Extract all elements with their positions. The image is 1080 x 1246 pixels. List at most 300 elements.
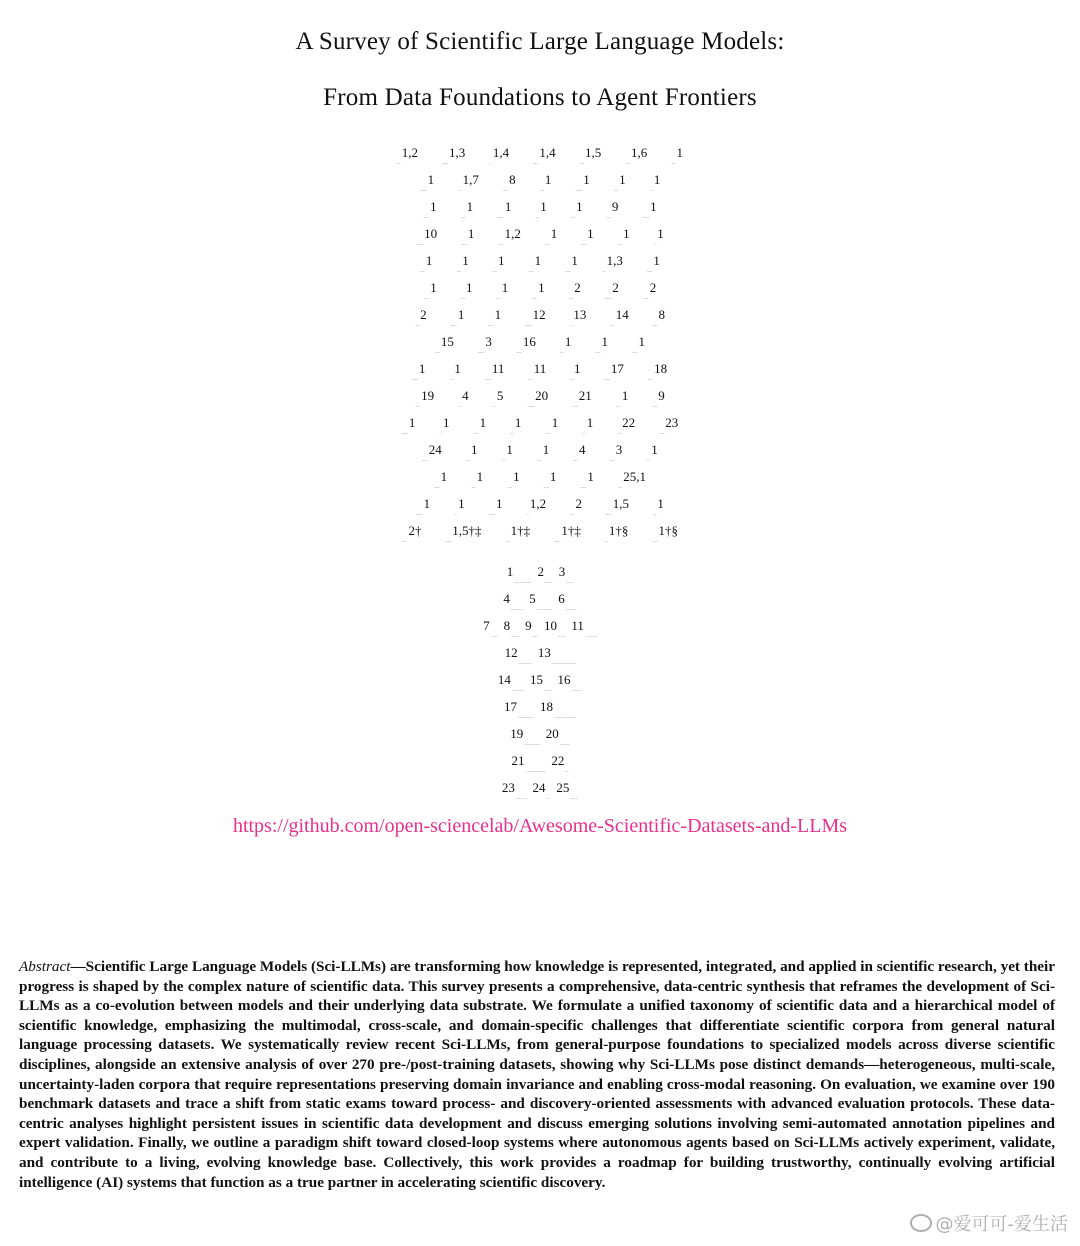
author-name: Conghui He bbox=[536, 461, 542, 462]
author-name: Jin Ye bbox=[526, 515, 529, 516]
author-name: Shiyan Su bbox=[415, 326, 420, 327]
author-name: Chi Zhang bbox=[465, 461, 471, 462]
author-affiliation-mark: 1†§ bbox=[608, 523, 629, 538]
author bbox=[606, 199, 619, 232]
author-affiliation-mark: 1 bbox=[534, 253, 542, 268]
affiliation bbox=[511, 753, 546, 773]
affiliation-list bbox=[0, 564, 1080, 813]
author-affiliation-mark: 1 bbox=[551, 415, 559, 430]
author-name: Zongyuan Ge bbox=[401, 542, 408, 543]
author-affiliation-mark: 22 bbox=[622, 415, 636, 430]
author-name: Hongxia Hao bbox=[545, 434, 551, 435]
author-name: Jiashi Lin bbox=[535, 218, 540, 219]
author-affiliation-mark: 2† bbox=[408, 523, 422, 538]
author-name: Lijun Wu bbox=[501, 461, 506, 462]
author-name: Fenghua Ling bbox=[434, 488, 440, 489]
author-name: Zhongxing Xu bbox=[642, 299, 649, 300]
author-name: Jianfei Cai bbox=[570, 515, 575, 516]
author-affiliation-mark: 1 bbox=[587, 469, 594, 484]
author-affiliation-mark: 1 bbox=[550, 226, 558, 241]
author-affiliation-mark: 21 bbox=[578, 388, 592, 403]
affiliation-name: North University of China bbox=[515, 799, 527, 800]
author-name: Yihao Liu bbox=[646, 461, 651, 462]
author-affiliation-mark: 1 bbox=[571, 253, 578, 268]
author-affiliation-mark: 1 bbox=[471, 442, 478, 457]
author-name: Yuanyuan Zhang bbox=[416, 245, 424, 246]
author bbox=[401, 523, 422, 556]
author-name: Lulu Chen bbox=[606, 218, 611, 219]
author-name: Yingzhou Lu bbox=[502, 191, 509, 192]
paper-title bbox=[0, 14, 1080, 126]
affiliation bbox=[529, 672, 552, 692]
author-name: Yun Gu bbox=[458, 407, 462, 408]
author-name: Jianyu Wu bbox=[496, 299, 501, 300]
author bbox=[559, 334, 572, 367]
author-affiliation-mark: 23 bbox=[665, 415, 679, 430]
affiliation-name: Virginia Tech bbox=[532, 637, 539, 638]
author-name: Jielan Li bbox=[582, 434, 586, 435]
author-affiliation-mark: 1†‡ bbox=[510, 523, 531, 538]
affiliation-name: The Chinese University of Hong Kong, Shenzhen bbox=[525, 772, 546, 773]
author-name: Ziyan Huang bbox=[565, 272, 571, 273]
watermark bbox=[908, 1210, 1071, 1236]
affiliation bbox=[525, 618, 539, 638]
abstract-text: —Scientific Large Language Models (Sci-LLMs) are transforming how knowledge is represented, integrated, and applied in scientific research, yet their progress is shaped by the complex nature of scientific data. This survey presents a comprehensive, data-centric synthesis that reframes the development of Sci-LLMs as a co-evolution between models and their underlying data substrate. We formulate a unified taxonomy of scientific data and a hierarchical model of scientific knowledge, emphasizing the multimodal, cross-scale, and domain-specific challenges that differentiate scientific corpora from general natural language processing datasets. We systematically review recent Sci-LLMs, from general-purpose foundations to specialized models across diverse scientific disciplines, alongside an extensive analysis of over 270 pre-/post-training datasets, showing why Sci-LLMs pose distinct demands—heterogeneous, multi-scale, uncertainty-laden corpora that require representations preserving domain invariance and enabling cross-modal reasoning. On evaluation, we examine over 190 benchmark datasets and trace a shift from static exams toward process- and discovery-oriented assessments with advanced evaluation protocols. These data-centric analyses highlight persistent issues in scientific data development and discuss emerging solutions involving semi-automated annotation pipelines and expert validation. Finally, we outline a paradigm shift toward closed-loop systems where autonomous agents based on Sci-LLMs actively experiment, validate, and contribute to a living, evolving knowledge base. Collectively, this work provides a roadmap for building trustworthy, continually evolving artificial intelligence (AI) systems that function as a true partner in accelerating scientific discovery. bbox=[19, 958, 1055, 1191]
author-affiliation-mark: 19 bbox=[421, 388, 435, 403]
author-name: Xiaomeng Li bbox=[647, 380, 654, 381]
author bbox=[477, 334, 492, 367]
author-name: Jie Ying bbox=[649, 191, 653, 192]
affiliation-name: Fudan University bbox=[566, 583, 574, 584]
affiliation-number: 10 bbox=[544, 618, 558, 633]
author-name: Fengxiang Wang bbox=[642, 218, 650, 219]
author-name: Yuanfeng Ji bbox=[652, 326, 658, 327]
affiliation-name: Monash University bbox=[545, 583, 553, 584]
author bbox=[505, 523, 531, 556]
affiliation-number: 12 bbox=[504, 645, 518, 660]
author-affiliation-mark: 18 bbox=[654, 361, 668, 376]
author-affiliation-mark: 1,2 bbox=[401, 145, 418, 160]
author-name: Qihao Zheng bbox=[543, 488, 549, 489]
author-name: Bowen Zhou bbox=[652, 542, 658, 543]
author bbox=[465, 442, 478, 475]
author-name: Chaoyang Zhang bbox=[575, 191, 583, 192]
author bbox=[527, 388, 549, 421]
affiliation-name: Purdue University bbox=[558, 637, 566, 638]
author-name: Junzhi Ning bbox=[581, 245, 587, 246]
author bbox=[415, 307, 427, 340]
affiliation-name: The University of Hong Kong bbox=[584, 637, 597, 638]
author-affiliation-mark: 1 bbox=[442, 415, 450, 430]
author bbox=[569, 307, 587, 340]
affiliation-name: Chinese Academy of Sciences bbox=[511, 691, 524, 692]
affiliation-number: 14 bbox=[497, 672, 511, 687]
author-name: Changkai Ji bbox=[420, 272, 425, 273]
author-line bbox=[0, 307, 1080, 340]
author bbox=[609, 442, 623, 475]
author-affiliation-mark: 1 bbox=[497, 253, 505, 268]
author-name: Nanqing Dong bbox=[580, 488, 587, 489]
author-name: Hongming Shan bbox=[477, 353, 485, 354]
author bbox=[415, 388, 435, 421]
author-affiliation-mark: 1 bbox=[466, 199, 474, 214]
author-affiliation-mark: 8 bbox=[509, 172, 516, 187]
affiliation-line bbox=[0, 699, 1080, 732]
author-name: Yuchen Ren bbox=[532, 299, 538, 300]
author-name: Dongzhan Zhou bbox=[416, 515, 423, 516]
affiliation-line bbox=[0, 564, 1080, 597]
author bbox=[652, 523, 679, 556]
affiliation-number: 2 bbox=[537, 564, 545, 579]
author-affiliation-mark: 1 bbox=[408, 415, 416, 430]
author-name: Benyou Wang bbox=[572, 407, 578, 408]
author-name: Encheng Su bbox=[544, 245, 550, 246]
repo-link[interactable]: https://github.com/open-sciencelab/Awesome-Scientific-Datasets-and-LLMs bbox=[232, 815, 848, 837]
author-name: Tianbin Li bbox=[671, 164, 676, 165]
author-name: Feilong Tang bbox=[498, 245, 504, 246]
title-line-1: A Survey of Scientific Large Language Models: bbox=[295, 28, 785, 55]
author-affiliation-mark: 2 bbox=[574, 280, 581, 295]
author-affiliation-mark: 1,2 bbox=[504, 226, 521, 241]
author-affiliation-mark: 1 bbox=[619, 172, 626, 187]
author-affiliation-mark: 1,4 bbox=[539, 145, 556, 160]
author-name: Chunfeng Song bbox=[554, 542, 561, 543]
affiliation bbox=[558, 564, 574, 584]
author bbox=[488, 496, 503, 529]
author-affiliation-mark: 1,5†‡ bbox=[452, 523, 482, 538]
author-affiliation-mark: 1,6 bbox=[630, 145, 648, 160]
affiliation-name: UNC-Chapel Hill bbox=[490, 637, 498, 638]
author-affiliation-mark: 1†§ bbox=[658, 523, 679, 538]
author-line bbox=[0, 442, 1080, 475]
author-affiliation-mark: 1 bbox=[430, 280, 437, 295]
author-line bbox=[0, 199, 1080, 232]
affiliation-number: 23 bbox=[501, 780, 515, 795]
affiliation bbox=[529, 591, 553, 611]
affiliation-name: South China University of Technology bbox=[524, 745, 540, 746]
author-name: Jie Xu bbox=[439, 434, 442, 435]
author bbox=[610, 307, 629, 340]
author-affiliation-mark: 1 bbox=[583, 172, 590, 187]
affiliation bbox=[504, 699, 534, 719]
author-name: Wenlong Zhang bbox=[488, 515, 495, 516]
author-line bbox=[0, 388, 1080, 421]
author-name: Lihao Liu bbox=[449, 380, 454, 381]
affiliation-name: Shanghai Jiao Tong University bbox=[510, 610, 524, 611]
author-affiliation-mark: 8 bbox=[658, 307, 665, 322]
author-name: Zhongying Deng bbox=[527, 407, 535, 408]
author-name: Xiangyu Zhao bbox=[461, 245, 467, 246]
author-name: Yanzhou Su bbox=[435, 353, 440, 354]
author-name: Fudi Wang bbox=[610, 326, 615, 327]
author bbox=[659, 415, 679, 448]
author-affiliation-mark: 1 bbox=[601, 334, 608, 349]
author bbox=[625, 145, 648, 178]
author-name: Zhonghua Wang bbox=[604, 299, 612, 300]
author-name: Xinyao Liu bbox=[617, 245, 623, 246]
author-name: Zhisheng Zhang bbox=[525, 326, 532, 327]
affiliation-name: University of Cambridge bbox=[559, 745, 570, 746]
author-affiliation-mark: 1 bbox=[457, 307, 465, 322]
author-affiliation-mark: 24 bbox=[428, 442, 442, 457]
affiliation bbox=[501, 780, 527, 800]
author bbox=[554, 523, 581, 556]
affiliation-number: 20 bbox=[545, 726, 559, 741]
author-name: Yirong Chen bbox=[473, 434, 479, 435]
author bbox=[435, 334, 454, 367]
affiliation bbox=[539, 699, 576, 719]
author bbox=[492, 388, 504, 421]
affiliation-number: 4 bbox=[503, 591, 510, 606]
author-name: Zhaohui Lu bbox=[573, 461, 578, 462]
author-name: Minjie Shen bbox=[652, 407, 658, 408]
affiliation bbox=[532, 780, 551, 800]
author-line bbox=[0, 415, 1080, 448]
affiliation-name: Beijing Institute of Heart, Lung and Blood Vessel Diseases bbox=[551, 664, 576, 665]
author-name: Jiahao Xu bbox=[559, 353, 564, 354]
author-list bbox=[0, 145, 1080, 556]
author-name: Xiaowei Hu bbox=[415, 407, 421, 408]
author-affiliation-mark: 1 bbox=[538, 280, 545, 295]
author-affiliation-mark: 1,4 bbox=[492, 145, 510, 160]
author-name: Aoran Wang bbox=[507, 488, 513, 489]
author bbox=[449, 361, 461, 394]
affiliation-line bbox=[0, 591, 1080, 624]
author bbox=[489, 145, 510, 178]
affiliation-number: 16 bbox=[557, 672, 571, 687]
author-name: Haitao Wu bbox=[570, 218, 576, 219]
author-affiliation-mark: 1 bbox=[653, 253, 660, 268]
author-affiliation-mark: 1 bbox=[653, 172, 661, 187]
author bbox=[507, 469, 520, 502]
author-affiliation-mark: 1 bbox=[651, 442, 658, 457]
affiliation-name: Stanford University bbox=[511, 637, 520, 638]
author-name: Shujian Gao bbox=[460, 218, 466, 219]
author bbox=[581, 226, 594, 259]
author-affiliation-mark: 1,2 bbox=[529, 496, 547, 511]
author-affiliation-mark: 10 bbox=[424, 226, 438, 241]
author-affiliation-mark: 1,5 bbox=[612, 496, 630, 511]
affiliation bbox=[537, 645, 576, 665]
affiliation bbox=[503, 618, 520, 638]
author-affiliation-mark: 2 bbox=[649, 280, 657, 295]
author-name: Yan Lu bbox=[454, 515, 458, 516]
author-name: Siyuan Yan bbox=[568, 299, 574, 300]
affiliation-name: The Hong Kong University of Science and Technology bbox=[553, 718, 576, 719]
author-name: Yanyan Huang bbox=[484, 380, 491, 381]
author bbox=[397, 145, 418, 178]
author-name: Chen Tang bbox=[460, 299, 466, 300]
author-name: Ben Fei bbox=[492, 407, 496, 408]
author-affiliation-mark: 1 bbox=[427, 172, 435, 187]
author-affiliation-mark: 3 bbox=[615, 442, 623, 457]
author-affiliation-mark: 13 bbox=[573, 307, 587, 322]
author-name: Runkai Zhao bbox=[488, 326, 494, 327]
author-name: Pengcheng Chen bbox=[497, 218, 504, 219]
author-name: Ming Hu bbox=[397, 164, 401, 165]
author-affiliation-mark: 4 bbox=[462, 388, 469, 403]
author bbox=[445, 523, 482, 556]
author-name: Cheng Tang bbox=[456, 272, 462, 273]
watermark-text: @爱可可-爱生活 bbox=[935, 1214, 1068, 1235]
author-affiliation-mark: 1 bbox=[621, 388, 629, 403]
author-name: Diping Song bbox=[412, 380, 418, 381]
affiliation bbox=[497, 672, 524, 692]
author-name: Huihui Xu bbox=[492, 272, 497, 273]
author-affiliation-mark: 1,3 bbox=[606, 253, 623, 268]
author bbox=[570, 199, 583, 232]
author-name: Jinhai Huang bbox=[609, 461, 615, 462]
author-name: Shixiang Tang bbox=[445, 542, 452, 543]
affiliation-number: 15 bbox=[529, 672, 543, 687]
author bbox=[422, 442, 442, 475]
author bbox=[441, 145, 466, 178]
abstract-label: Abstract bbox=[19, 958, 71, 975]
affiliation-name: The Hong Kong Polytechnic University bbox=[518, 718, 534, 719]
author-name: Yu Liu bbox=[569, 326, 573, 327]
author-name: Cheng Tan bbox=[613, 191, 619, 192]
author-name: Shujun Wang bbox=[604, 380, 610, 381]
author-affiliation-mark: 1 bbox=[458, 496, 465, 511]
affiliation bbox=[556, 780, 579, 800]
author-name: Wei Li bbox=[489, 164, 492, 165]
author-affiliation-mark: 1 bbox=[494, 307, 502, 322]
author-name: Yuewen Cao bbox=[615, 407, 621, 408]
author-name: Shangquan Sun bbox=[450, 326, 457, 327]
author-affiliation-mark: 1 bbox=[514, 415, 522, 430]
author bbox=[536, 442, 550, 475]
affiliation-number: 11 bbox=[571, 618, 584, 633]
author-name: Jiamin Wu bbox=[579, 164, 584, 165]
abstract bbox=[19, 957, 1055, 1192]
author-affiliation-mark: 4 bbox=[578, 442, 586, 457]
author-affiliation-mark: 1 bbox=[440, 469, 448, 484]
affiliation-number: 13 bbox=[537, 645, 551, 660]
affiliation bbox=[557, 672, 583, 692]
affiliation-number: 7 bbox=[483, 618, 490, 633]
author-affiliation-mark: 1 bbox=[504, 199, 512, 214]
author-affiliation-mark: 1 bbox=[657, 496, 664, 511]
author-name: Jiangtao Yan bbox=[595, 353, 601, 354]
affiliation bbox=[551, 753, 569, 773]
author-affiliation-mark: 2 bbox=[612, 280, 619, 295]
author-name: Yizhou Wang bbox=[423, 299, 430, 300]
author-name: Yuqiang Li bbox=[471, 488, 476, 489]
affiliation-number: 22 bbox=[551, 753, 565, 768]
affiliation-name: MBZUAI bbox=[546, 799, 551, 800]
affiliation-number: 17 bbox=[504, 699, 517, 714]
author-affiliation-mark: 2 bbox=[420, 307, 427, 322]
author-affiliation-mark: 12 bbox=[532, 307, 546, 322]
author-name: Wenhao Tang bbox=[631, 353, 638, 354]
author-affiliation-mark: 15 bbox=[440, 334, 454, 349]
author-name: Chenglong Ma bbox=[441, 164, 448, 165]
author bbox=[604, 523, 629, 556]
author-affiliation-mark: 1 bbox=[573, 361, 581, 376]
author-affiliation-mark: 17 bbox=[610, 361, 624, 376]
affiliation-line bbox=[0, 780, 1080, 813]
author-name: Lequan Yu bbox=[528, 380, 533, 381]
author-name: Chunmei Feng bbox=[515, 353, 522, 354]
author-name: Ye Du bbox=[653, 245, 657, 246]
affiliation-number: 24 bbox=[532, 780, 546, 795]
author-affiliation-mark: 1 bbox=[657, 226, 664, 241]
author bbox=[401, 415, 416, 448]
affiliation-number: 9 bbox=[525, 618, 532, 633]
author-name: Jiajun Du bbox=[617, 434, 622, 435]
author-affiliation-mark: 1 bbox=[466, 280, 473, 295]
author-name: Lei Bai bbox=[604, 542, 608, 543]
author-affiliation-mark: 1 bbox=[462, 253, 469, 268]
author-name: Ziyang Chen bbox=[528, 272, 534, 273]
affiliation bbox=[537, 564, 553, 584]
author-affiliation-mark: 1 bbox=[495, 496, 503, 511]
author-affiliation-mark: 1 bbox=[542, 442, 550, 457]
author-affiliation-mark: 1 bbox=[540, 199, 547, 214]
affiliation-number: 5 bbox=[529, 591, 536, 606]
affiliation-name: University College Dublin bbox=[571, 691, 583, 692]
author-affiliation-mark: 1 bbox=[501, 280, 509, 295]
author-name: Guocheng Wu bbox=[423, 218, 430, 219]
author-affiliation-mark: 1 bbox=[418, 361, 426, 376]
affiliation-name: Shanghai Artificial Intelligence Laboratory bbox=[514, 583, 532, 584]
affiliation-name: Nanjing University bbox=[570, 799, 579, 800]
affiliation bbox=[503, 591, 524, 611]
affiliation-number: 19 bbox=[510, 726, 524, 741]
author-affiliation-mark: 5 bbox=[496, 388, 504, 403]
author-affiliation-mark: 1 bbox=[506, 442, 513, 457]
author-name: Haodong Duan bbox=[401, 434, 408, 435]
author-affiliation-mark: 1 bbox=[430, 199, 437, 214]
author-name: Wanli Ouyang bbox=[605, 515, 612, 516]
author-name: Yu Qiao bbox=[653, 515, 657, 516]
author-name: Ying Chen bbox=[539, 191, 544, 192]
affiliation bbox=[504, 645, 532, 665]
author-affiliation-mark: 1 bbox=[623, 226, 630, 241]
author-affiliation-mark: 14 bbox=[615, 307, 629, 322]
affiliation bbox=[483, 618, 498, 638]
author-affiliation-mark: 11 bbox=[491, 361, 505, 376]
author-name: Guohang Zhuang bbox=[419, 191, 427, 192]
author bbox=[535, 199, 547, 232]
author-affiliation-mark: 1 bbox=[650, 199, 657, 214]
author-affiliation-mark: 1 bbox=[425, 253, 433, 268]
author-affiliation-mark: 1 bbox=[476, 469, 484, 484]
author bbox=[642, 280, 657, 313]
author bbox=[434, 469, 448, 502]
author-affiliation-mark: 1,3 bbox=[448, 145, 466, 160]
affiliation-block bbox=[0, 564, 1080, 838]
author-affiliation-mark: 1 bbox=[576, 199, 583, 214]
author bbox=[642, 199, 657, 232]
author bbox=[652, 307, 665, 340]
author-affiliation-mark: 11 bbox=[533, 361, 547, 376]
author-affiliation-mark: 1 bbox=[544, 172, 552, 187]
author bbox=[631, 334, 645, 367]
affiliation bbox=[510, 726, 540, 746]
author-line bbox=[0, 145, 1080, 178]
author-name: Tianfan Fu bbox=[617, 488, 623, 489]
author-affiliation-mark: 1†‡ bbox=[561, 523, 581, 538]
title-line-2: From Data Foundations to Agent Frontiers bbox=[323, 84, 757, 111]
author bbox=[580, 469, 594, 502]
author-name: Imran Razzak bbox=[422, 461, 428, 462]
author-line bbox=[0, 496, 1080, 529]
affiliation bbox=[571, 618, 597, 638]
affiliation-name: China Pharmaceutical University bbox=[518, 664, 532, 665]
affiliation-line bbox=[0, 726, 1080, 759]
author bbox=[471, 469, 484, 502]
